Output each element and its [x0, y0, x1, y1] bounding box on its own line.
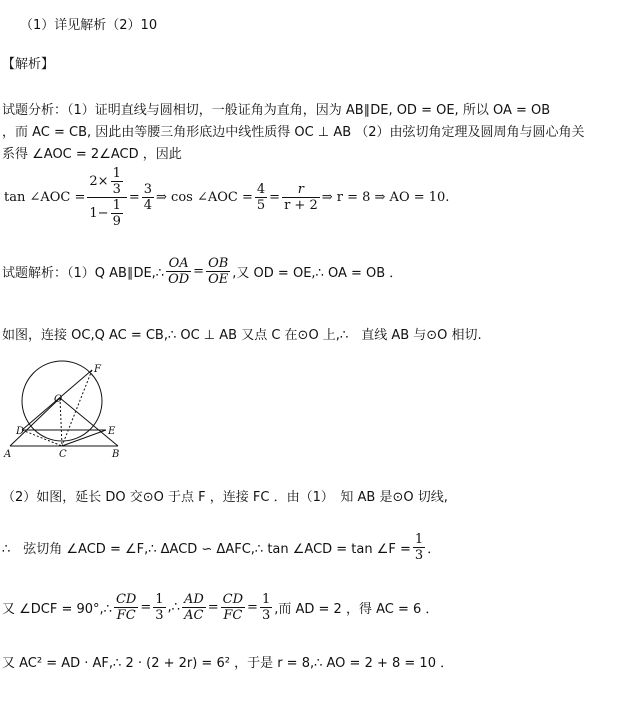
- frac-4-5: [255, 182, 267, 213]
- frac-top: 1: [261, 592, 271, 607]
- solution-4-prefix: ∴ 弦切角 ∠ACD = ∠F,∴ ΔACD ∽ ΔAFC,∴ tan ∠ACD = tan ∠F =: [2, 542, 411, 557]
- equals: =: [193, 264, 205, 279]
- frac-cd-fc: [114, 592, 138, 623]
- frac-r: [282, 182, 320, 213]
- analysis-line-3: 系得 ∠AOC = 2∠ACD ，因此: [2, 147, 182, 162]
- solution-line-2: 如图，连接 OC,Q AC = CB,∴ OC ⊥ AB 又点 C 在⊙O 上,∴ 直线 AB 与⊙O 相切.: [2, 328, 482, 343]
- solution-line-1: [2, 256, 402, 287]
- therefore: ,∴: [167, 600, 180, 615]
- line-dc: [22, 430, 62, 446]
- frac-bottom: 3: [155, 608, 164, 623]
- frac-1-3: [153, 592, 165, 623]
- den-prefix: 1−: [89, 205, 109, 221]
- answer-line: （1）详见解析（2）10: [20, 18, 158, 33]
- frac-top: 1: [155, 592, 164, 607]
- tan-fraction: [87, 166, 126, 229]
- equals: =: [140, 600, 152, 615]
- solution-5-suffix: ,而 AD = 2 ，得 AC = 6 ．: [274, 602, 439, 617]
- equals: =: [207, 600, 219, 615]
- label-b: B: [112, 449, 120, 460]
- frac-top: OA: [166, 256, 191, 272]
- frac-3-4: [142, 182, 154, 213]
- tan-fraction-denominator: [87, 198, 126, 229]
- frac-1-3: [413, 532, 425, 563]
- section-title: 【解析】: [2, 57, 55, 72]
- frac-top: 3: [143, 181, 153, 197]
- solution-1-suffix: ,又 OD = OE,∴ OA = OB ．: [232, 266, 403, 281]
- frac-bottom: r + 2: [284, 197, 318, 213]
- geometry-figure: [2, 356, 132, 460]
- analysis-line-1: 试题分析：（1）证明直线与圆相切，一般证角为直角，因为 AB∥DE, OD = OE, 所以 OA = OB: [2, 103, 551, 118]
- equals: =: [247, 600, 258, 615]
- cos-expression: ⇒ cos ∠AOC =: [156, 189, 253, 205]
- frac-oa-od: [166, 256, 191, 287]
- frac-top: AD: [183, 592, 204, 607]
- solution-4-suffix: ．: [427, 542, 441, 557]
- solution-line-6: 又 AC² = AD · AF,∴ 2 · (2 + 2r) = 6² ，于是 r = 8,∴ AO = 2 + 8 = 10 ．: [2, 656, 454, 671]
- line-bo: [60, 398, 118, 446]
- analysis-line-2: ，而 AC = CB, 因此由等腰三角形底边中线性质得 OC ⊥ AB （2）由弦切角定理及圆周角与圆心角关: [2, 125, 585, 140]
- equals: =: [128, 189, 140, 205]
- frac-bottom: 9: [112, 213, 121, 229]
- frac-1-3-2: [260, 592, 272, 623]
- label-a: A: [4, 449, 12, 460]
- frac-one-third: [111, 166, 123, 197]
- solution-line-4: [2, 532, 440, 563]
- label-d: D: [16, 426, 25, 437]
- line-oc: [60, 398, 62, 446]
- frac-bottom: 3: [112, 181, 121, 197]
- frac-top: 1: [414, 532, 424, 547]
- frac-top: 4: [256, 181, 266, 197]
- frac-cd-fc-2: [221, 592, 245, 623]
- frac-bottom: 4: [143, 197, 153, 213]
- frac-top: 1: [112, 165, 121, 181]
- frac-top: 1: [112, 197, 121, 213]
- frac-bottom: FC: [116, 608, 136, 623]
- equals: =: [269, 189, 281, 205]
- label-f: F: [94, 364, 101, 375]
- frac-one-ninth: [111, 198, 123, 229]
- frac-ob-oe: [206, 256, 230, 287]
- formula-end: ⇒ r = 8 ⇒ AO = 10.: [321, 189, 450, 205]
- analysis-formula: [4, 162, 449, 232]
- frac-ad-ac: [182, 592, 206, 623]
- frac-bottom: 5: [256, 197, 266, 213]
- label-c: C: [59, 449, 67, 460]
- line-ce: [62, 430, 106, 446]
- frac-top: OB: [208, 256, 229, 271]
- solution-line-3: （2）如图，延长 DO 交⊙O 于点 F ，连接 FC ．由（1） 知 AB 是⊙O 切线,: [2, 490, 448, 505]
- solution-line-5: [2, 592, 438, 623]
- frac-bottom: OE: [208, 272, 229, 287]
- frac-bottom: AC: [184, 608, 204, 623]
- frac-top: CD: [115, 592, 137, 607]
- frac-bottom: FC: [223, 608, 243, 623]
- solution-5-prefix: 又 ∠DCF = 90°,∴: [2, 602, 112, 617]
- label-e: E: [108, 426, 116, 437]
- solution-1-prefix: 试题解析：（1）Q AB∥DE,∴: [2, 266, 165, 281]
- line-ao: [10, 398, 60, 446]
- frac-top: CD: [222, 592, 244, 607]
- label-o: O: [54, 394, 63, 405]
- frac-top: r: [282, 182, 320, 198]
- frac-bottom: 3: [261, 608, 271, 623]
- frac-bottom: OD: [168, 272, 190, 287]
- tan-fraction-numerator: [87, 166, 126, 198]
- formula-start: tan ∠AOC =: [4, 189, 86, 205]
- line-fc: [62, 370, 92, 446]
- num-prefix: 2×: [89, 173, 109, 189]
- frac-bottom: 3: [414, 548, 424, 563]
